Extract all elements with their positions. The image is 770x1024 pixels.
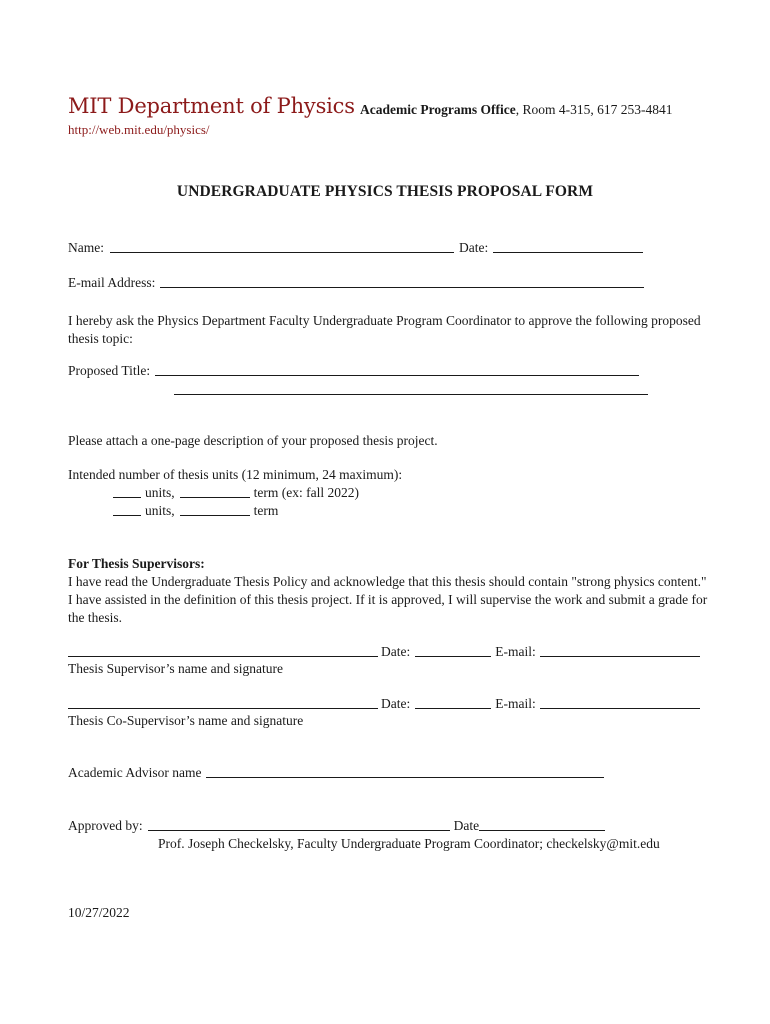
supervisor-email-field[interactable] [540,656,700,657]
proposed-title-row-2 [174,394,648,398]
term-label-2: term [253,503,279,518]
request-paragraph: I hereby ask the Physics Department Faculty Undergraduate Program Coordinator to approve the following proposed thesis topic: [68,313,701,346]
units-row-2 [113,503,278,519]
cosupervisor-signature-field[interactable] [68,708,378,709]
units-field-1[interactable] [113,497,141,498]
name-label: Name: [68,240,104,255]
term-field-2[interactable] [180,515,250,516]
date-field[interactable] [493,252,643,253]
coordinator-info: Prof. Joseph Checkelsky, Faculty Undergraduate Program Coordinator; checkelsky@mit.edu [158,836,660,851]
supervisors-statement: I have read the Undergraduate Thesis Policy and acknowledge that this thesis should contain "strong physics content." I have assisted in the definition of this thesis project. If it is approved, I will supervise the work and submit a grade for the thesis. [68,574,708,625]
office-details: , Room 4-315, 617 253-4841 [515,102,673,117]
form-title: UNDERGRADUATE PHYSICS THESIS PROPOSAL FORM [176,183,594,200]
supervisor-email-label: E-mail: [495,644,536,659]
approval-row [68,818,605,834]
email-label: E-mail Address: [68,275,156,290]
proposed-title-field[interactable] [155,375,639,376]
office-info [360,102,672,118]
proposed-title-row [68,363,639,379]
approval-date-field[interactable] [479,830,605,831]
department-title: MIT Department of Physics [68,94,355,118]
name-date-row [68,240,643,256]
supervisor-signature-field[interactable] [68,656,378,657]
cosupervisor-date-label: Date: [381,696,411,711]
date-label: Date: [459,240,489,255]
units-label-1: units, [145,485,175,500]
approved-by-field[interactable] [148,830,450,831]
department-url-link[interactable]: http://web.mit.edu/physics/ [68,122,210,137]
cosupervisor-caption: Thesis Co-Supervisor’s name and signature [68,713,304,728]
units-label-2: units, [145,503,175,518]
term-example-label: term (ex: fall 2022) [253,485,359,500]
supervisors-heading: For Thesis Supervisors: [68,556,205,571]
units-label: Intended number of thesis units (12 minimum, 24 maximum): [68,467,403,482]
cosupervisor-date-field[interactable] [415,708,491,709]
approval-date-label: Date [453,818,480,833]
proposed-title-field-2[interactable] [174,394,648,395]
advisor-field[interactable] [206,777,604,778]
supervisor-date-label: Date: [381,644,411,659]
email-field[interactable] [160,287,644,288]
supervisor-caption: Thesis Supervisor’s name and signature [68,661,283,676]
advisor-label: Academic Advisor name [68,765,202,780]
cosupervisor-signature-row [68,696,700,712]
units-field-2[interactable] [113,515,141,516]
approved-by-label: Approved by: [68,818,143,833]
attach-instruction: Please attach a one-page description of your proposed thesis project. [68,433,438,448]
office-name: Academic Programs Office [360,102,516,117]
proposed-title-label: Proposed Title: [68,363,151,378]
supervisor-date-field[interactable] [415,656,491,657]
cosupervisor-email-field[interactable] [540,708,700,709]
footer-date: 10/27/2022 [68,905,130,920]
cosupervisor-email-label: E-mail: [495,696,536,711]
supervisor-signature-row [68,644,700,660]
term-field-1[interactable] [180,497,250,498]
name-field[interactable] [110,252,454,253]
email-row [68,275,644,291]
advisor-row [68,765,604,781]
units-row-1 [113,485,359,501]
